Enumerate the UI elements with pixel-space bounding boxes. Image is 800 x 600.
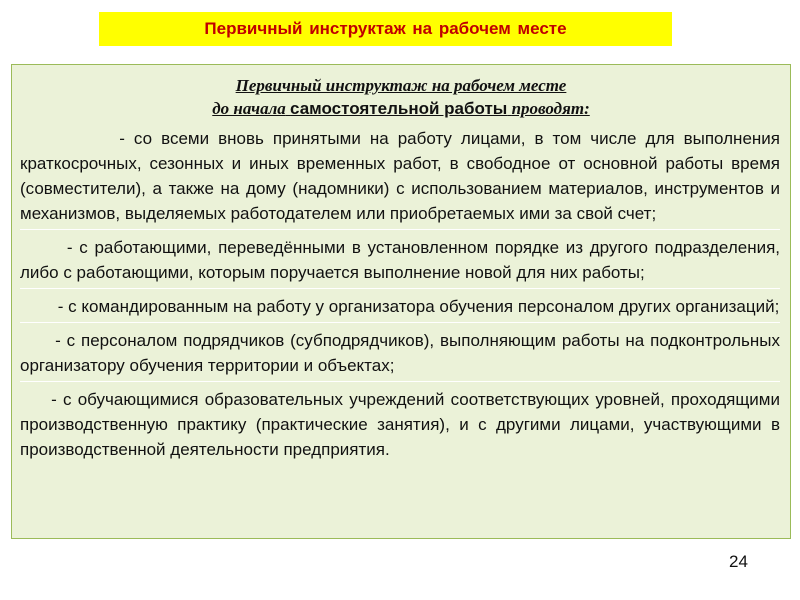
list-item-text: - с командированным на работу у организатора обучения персоналом других организаций;: [57, 297, 780, 316]
heading-line-2-part-c: проводят:: [511, 99, 590, 118]
list-item-text: - со всеми вновь принятыми на работу лицами, в том числе для выполнения краткосрочных, сезонных и иных временных работ, в свободное от основной работы время (совместители), а также на дому (надомники) с использованием материалов, инструментов и механизмов, выделяемых работодателем или приобретаемых ими за свой счет;: [20, 129, 780, 223]
heading-line-2-part-a: до начала: [212, 99, 286, 118]
slide-title: Первичный инструктаж на рабочем месте: [204, 19, 567, 38]
heading-line-2: [12, 97, 790, 120]
list-item: [20, 387, 780, 465]
list-item: [20, 294, 780, 323]
panel-heading: [12, 74, 790, 120]
content-panel: [11, 64, 791, 539]
page-number: 24: [729, 552, 748, 571]
slide-title-banner: [99, 12, 672, 46]
list-item: [20, 126, 780, 230]
list-item-text: - с обучающимися образовательных учреждений соответствующих уровней, проходящими производственную практику (практические занятия), и с другими лицами, участвующими в производственной деятельности предприятия.: [20, 390, 780, 459]
heading-line-2-part-b: самостоятельной работы: [290, 99, 508, 118]
list-item: [20, 235, 780, 289]
list-item-text: - с работающими, переведёнными в установленном порядке из другого подразделения, либо с работающими, которым поручается выполнение новой для них работы;: [20, 238, 781, 282]
list-item: [20, 328, 780, 382]
list-item-text: - с персоналом подрядчиков (субподрядчиков), выполняющим работы на подконтрольных организатору обучения территории и объектах;: [20, 331, 780, 375]
bullet-list: [20, 126, 780, 465]
heading-line-1: Первичный инструктаж на рабочем месте: [235, 76, 567, 95]
